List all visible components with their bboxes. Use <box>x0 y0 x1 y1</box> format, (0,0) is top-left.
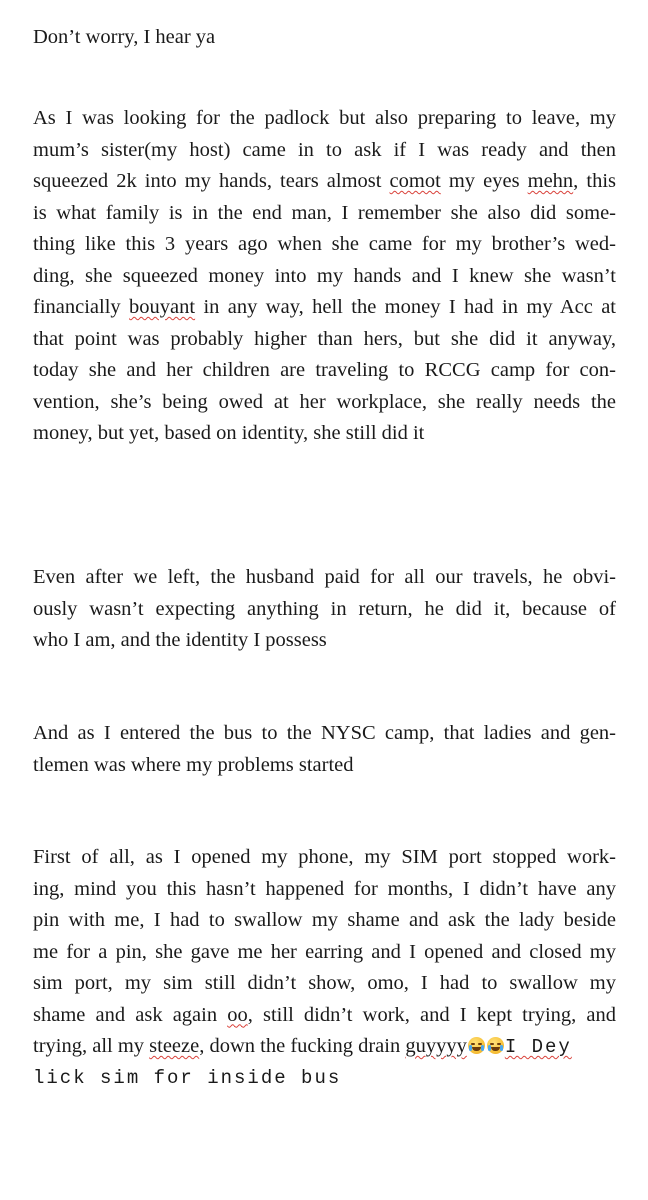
paragraph-4 <box>33 718 616 781</box>
paragraph-3 <box>33 562 616 657</box>
text-line: And as I entered the bus to the NYSC camp, that ladies and gen- <box>33 722 616 744</box>
text-line: ously wasn’t expecting anything in return, he did it, because of <box>33 597 616 620</box>
tears-of-joy-face-icon <box>487 1037 504 1054</box>
paragraph-5 <box>33 842 616 1094</box>
text-line: Don’t worry, I hear ya <box>33 26 216 48</box>
text-line: mum’s sister(my host) came in to ask if I was ready and then <box>33 138 616 161</box>
text-line: squeezed 2k into my hands, tears almost comot my eyes mehn, this <box>33 170 616 192</box>
spellcheck-word: guyyyy <box>405 1035 467 1057</box>
spellcheck-word: comot <box>389 170 441 192</box>
text-line: sim port, my sim still didn’t show, omo, I had to swallow my <box>33 972 616 994</box>
text-line: shame and ask again oo, still didn’t work, and I kept trying, and <box>33 1003 616 1026</box>
text-line: tlemen was where my problems started <box>33 753 354 776</box>
text-line: is what family is in the end man, I remember she also did some- <box>33 201 616 224</box>
text-line: ding, she squeezed money into my hands and I knew she wasn’t <box>33 264 616 287</box>
paragraph-1 <box>33 22 616 54</box>
spellcheck-word: mehn <box>527 170 574 192</box>
text-line: that point was probably higher than hers, but she did it anyway, <box>33 327 616 350</box>
paragraph-2 <box>33 103 616 450</box>
text-line: pin with me, I had to swallow my shame and ask the lady beside <box>33 909 616 931</box>
spellcheck-word: bouyant <box>129 296 196 318</box>
spellcheck-word: steeze <box>149 1035 200 1057</box>
spellcheck-word: I Dey <box>504 1036 572 1058</box>
text-line: Even after we left, the husband paid for all our travels, he obvi- <box>33 566 616 588</box>
text-line: lick sim for inside bus <box>33 1066 342 1089</box>
text-line: thing like this 3 years ago when she came for my brother’s wed- <box>33 233 616 255</box>
spellcheck-word: oo <box>227 1003 248 1026</box>
text-line: vention, she’s being owed at her workplace, she really needs the <box>33 390 616 413</box>
text-line: First of all, as I opened my phone, my SIM port stopped work- <box>33 846 616 868</box>
text-line: me for a pin, she gave me her earring and I opened and closed my <box>33 940 616 963</box>
text-line: who I am, and the identity I possess <box>33 629 327 651</box>
text-line: As I was looking for the padlock but also preparing to leave, my <box>33 107 616 129</box>
text-line: financially bouyant in any way, hell the money I had in my Acc at <box>33 296 616 318</box>
text-line: trying, all my steeze, down the fucking drain guyyyy I Dey <box>33 1035 572 1058</box>
loudly-crying-face-icon <box>468 1037 485 1054</box>
text-line: money, but yet, based on identity, she still did it <box>33 422 425 444</box>
text-line: today she and her children are traveling to RCCG camp for con- <box>33 359 616 381</box>
text-line: ing, mind you this hasn’t happened for months, I didn’t have any <box>33 877 616 900</box>
